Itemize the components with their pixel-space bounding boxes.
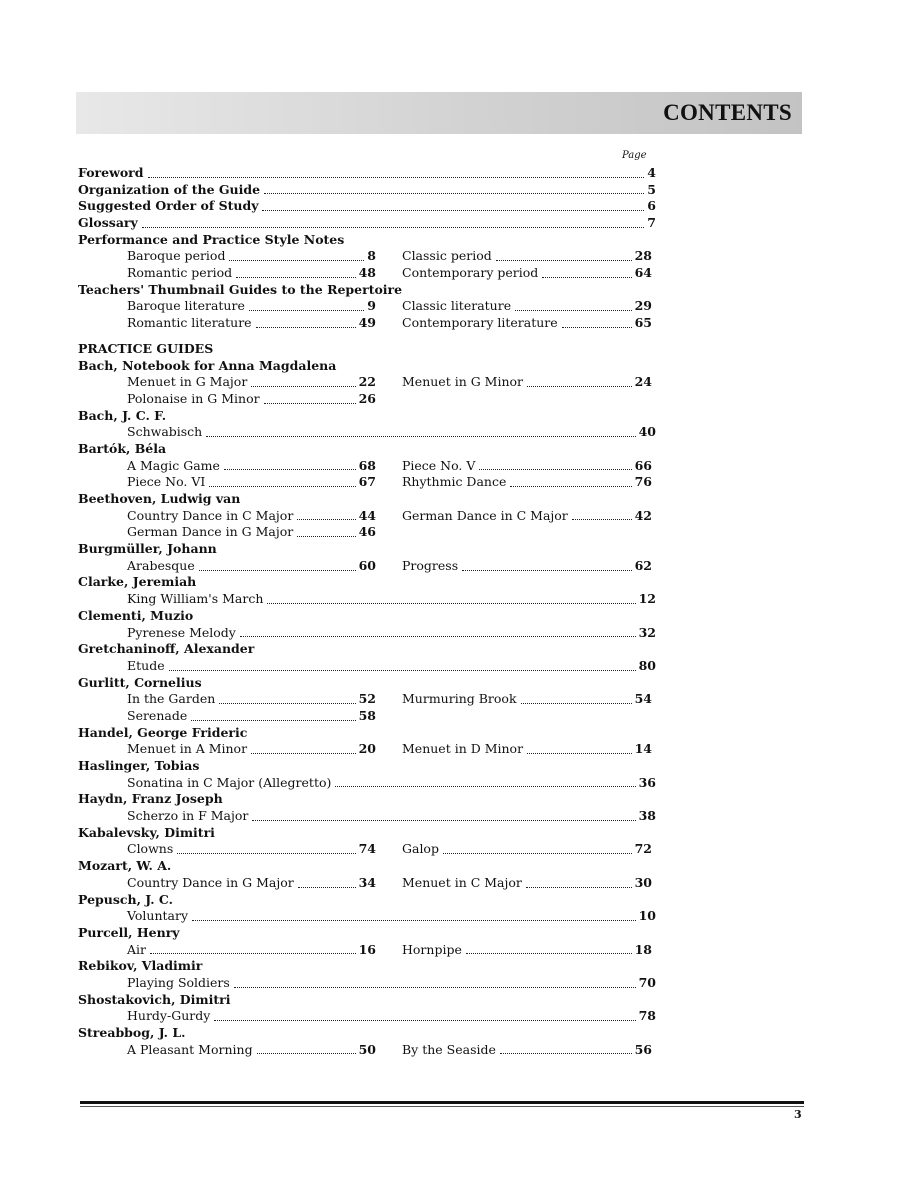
toc-row <box>78 775 656 792</box>
entry-title: Voluntary <box>127 908 189 924</box>
dot-leader <box>527 753 632 754</box>
entry-page-number: 16 <box>358 941 376 957</box>
toc-row <box>78 1008 656 1025</box>
dot-leader <box>191 720 355 721</box>
toc-row <box>78 858 656 875</box>
toc-entry-left <box>78 741 376 758</box>
entry-page-number: 32 <box>638 624 656 640</box>
dot-leader <box>335 786 635 787</box>
toc-entry-right <box>402 458 652 475</box>
entry-title: Suggested Order of Study <box>78 198 259 214</box>
toc-row <box>78 524 656 541</box>
entry-title: Progress <box>402 557 459 573</box>
entry-page-number: 74 <box>358 841 376 857</box>
toc-row <box>78 875 656 892</box>
toc-row <box>78 391 656 408</box>
dot-leader <box>515 310 631 311</box>
entry-page-number: 40 <box>638 424 656 440</box>
entry-title: Baroque literature <box>127 298 245 314</box>
entry-page-number: 80 <box>638 657 656 673</box>
toc-entry-front-matter <box>78 165 656 182</box>
toc-entry-right <box>402 942 652 959</box>
page-number: 3 <box>794 1108 802 1121</box>
dot-leader <box>297 536 355 537</box>
entry-page-number: 78 <box>638 1008 656 1024</box>
toc-row <box>78 691 656 708</box>
entry-page-number: 18 <box>634 941 652 957</box>
toc-row <box>78 641 656 658</box>
composer-name: Kabalevsky, Dimitri <box>78 824 215 840</box>
toc-row <box>78 808 656 825</box>
entry-title: Murmuring Brook <box>402 691 517 707</box>
toc-entry-left <box>78 875 376 892</box>
toc-row <box>78 842 656 859</box>
composer-name: Purcell, Henry <box>78 924 180 940</box>
dot-leader <box>500 1053 632 1054</box>
toc-entry-left <box>78 942 376 959</box>
toc-row <box>78 182 656 199</box>
entry-page-number: 12 <box>638 591 656 607</box>
toc-row <box>78 942 656 959</box>
entry-title: Foreword <box>78 164 144 180</box>
entry-title: Serenade <box>127 707 188 723</box>
dot-leader <box>234 987 636 988</box>
entry-page-number: 65 <box>634 315 652 331</box>
entry-page-number: 48 <box>358 265 376 281</box>
section-heading: Performance and Practice Style Notes <box>78 231 345 247</box>
dot-leader <box>562 327 632 328</box>
toc-entry-full <box>78 908 656 925</box>
dot-leader <box>267 603 635 604</box>
dot-leader <box>236 277 355 278</box>
toc-row <box>78 441 656 458</box>
toc-row <box>78 165 656 182</box>
toc-entry-right <box>402 875 652 892</box>
dot-leader <box>256 327 356 328</box>
dot-leader <box>150 953 356 954</box>
toc-entry-left <box>78 474 376 491</box>
toc-entry-right <box>402 508 652 525</box>
dot-leader <box>527 386 632 387</box>
toc-row <box>78 925 656 942</box>
entry-title: Piece No. V <box>402 457 476 473</box>
toc-row <box>78 408 656 425</box>
toc-row <box>78 575 656 592</box>
entry-page-number: 8 <box>367 248 376 264</box>
entry-title: Clowns <box>127 841 174 857</box>
toc-row <box>78 315 656 332</box>
dot-leader <box>264 193 644 194</box>
toc-row <box>78 541 656 558</box>
toc-row <box>78 558 656 575</box>
toc-entry-left <box>78 841 376 858</box>
dot-leader <box>199 570 356 571</box>
toc-entry-right <box>402 841 652 858</box>
toc-row <box>78 608 656 625</box>
toc-entry-right <box>402 1042 652 1059</box>
entry-title: Contemporary period <box>402 265 539 281</box>
dot-leader <box>214 1020 635 1021</box>
toc-entry-full <box>78 808 656 825</box>
toc-row <box>78 675 656 692</box>
dot-leader <box>572 519 632 520</box>
entry-title: Air <box>127 941 147 957</box>
entry-title: Scherzo in F Major <box>127 808 249 824</box>
composer-name: Bartók, Béla <box>78 440 167 456</box>
entry-title: Menuet in G Minor <box>402 374 524 390</box>
composer-name: Gretchaninoff, Alexander <box>78 641 255 657</box>
entry-title: By the Seaside <box>402 1041 496 1057</box>
toc-entry-right <box>402 298 652 315</box>
toc-row <box>78 282 656 299</box>
dot-leader <box>148 177 645 178</box>
composer-name: Shostakovich, Dimitri <box>78 991 231 1007</box>
entry-title: German Dance in G Major <box>127 524 294 540</box>
dot-leader <box>443 853 632 854</box>
composer-name: Burgmüller, Johann <box>78 541 217 557</box>
composer-name: Rebikov, Vladimir <box>78 958 203 974</box>
toc-row <box>78 358 656 375</box>
entry-title: Rhythmic Dance <box>402 474 507 490</box>
toc-row <box>78 248 656 265</box>
dot-leader <box>219 703 355 704</box>
entry-page-number: 28 <box>634 248 652 264</box>
toc-row <box>78 265 656 282</box>
entry-title: Schwabisch <box>127 424 203 440</box>
toc-row <box>78 908 656 925</box>
toc-row <box>78 958 656 975</box>
entry-title: Menuet in D Minor <box>402 741 524 757</box>
composer-name: Haydn, Franz Joseph <box>78 791 223 807</box>
entry-page-number: 44 <box>358 507 376 523</box>
entry-title: Romantic literature <box>127 315 252 331</box>
toc-row <box>78 1042 656 1059</box>
toc-entry-full <box>78 658 656 675</box>
entry-title: Country Dance in G Major <box>127 874 294 890</box>
composer-name: Bach, Notebook for Anna Magdalena <box>78 357 337 373</box>
entry-title: Etude <box>127 657 165 673</box>
entry-page-number: 56 <box>634 1041 652 1057</box>
entry-page-number: 9 <box>367 298 376 314</box>
dot-leader <box>249 310 364 311</box>
toc-entry-left <box>78 524 376 541</box>
entry-title: A Pleasant Morning <box>127 1041 253 1057</box>
toc-row <box>78 658 656 675</box>
contents-banner <box>76 92 802 134</box>
composer-name: Clementi, Muzio <box>78 607 194 623</box>
entry-page-number: 38 <box>638 808 656 824</box>
entry-title: Sonatina in C Major (Allegretto) <box>127 774 332 790</box>
entry-page-number: 70 <box>638 974 656 990</box>
toc-row <box>78 299 656 316</box>
toc-entry-right <box>402 691 652 708</box>
entry-page-number: 64 <box>634 265 652 281</box>
toc-entry-left <box>78 298 376 315</box>
toc-row <box>78 491 656 508</box>
entry-title: A Magic Game <box>127 457 220 473</box>
dot-leader <box>252 820 635 821</box>
entry-title: Hornpipe <box>402 941 462 957</box>
toc-entry-left <box>78 1042 376 1059</box>
entry-page-number: 54 <box>634 691 652 707</box>
entry-title: Organization of the Guide <box>78 181 261 197</box>
entry-title: Galop <box>402 841 439 857</box>
toc-entry-right <box>402 315 652 332</box>
entry-page-number: 68 <box>358 457 376 473</box>
section-gap <box>78 332 656 341</box>
dot-leader <box>240 636 636 637</box>
entry-page-number: 24 <box>634 374 652 390</box>
composer-name: Gurlitt, Cornelius <box>78 674 202 690</box>
toc-entry-full <box>78 975 656 992</box>
entry-page-number: 10 <box>638 908 656 924</box>
toc-entry-right <box>402 474 652 491</box>
toc-row <box>78 708 656 725</box>
toc-row <box>78 458 656 475</box>
entry-title: German Dance in C Major <box>402 507 568 523</box>
dot-leader <box>479 469 631 470</box>
toc-row <box>78 825 656 842</box>
entry-page-number: 34 <box>358 874 376 890</box>
dot-leader <box>177 853 355 854</box>
toc-row <box>78 232 656 249</box>
toc-row <box>78 474 656 491</box>
toc-entry-left <box>78 508 376 525</box>
toc-row <box>78 215 656 232</box>
dot-leader <box>251 386 355 387</box>
toc-row <box>78 892 656 909</box>
toc-row <box>78 1025 656 1042</box>
table-of-contents <box>78 165 656 1058</box>
entry-title: Contemporary literature <box>402 315 558 331</box>
toc-entry-full <box>78 1008 656 1025</box>
entry-page-number: 62 <box>634 557 652 573</box>
toc-row <box>78 975 656 992</box>
entry-page-number: 4 <box>647 164 656 180</box>
toc-row <box>78 341 656 358</box>
entry-page-number: 50 <box>358 1041 376 1057</box>
toc-entry-right <box>402 741 652 758</box>
dot-leader <box>192 920 636 921</box>
dot-leader <box>224 469 356 470</box>
entry-page-number: 67 <box>358 474 376 490</box>
toc-entry-full <box>78 625 656 642</box>
toc-entry-right <box>402 265 652 282</box>
dot-leader <box>496 260 632 261</box>
entry-page-number: 7 <box>647 215 656 231</box>
entry-page-number: 6 <box>647 198 656 214</box>
dot-leader <box>262 210 644 211</box>
toc-row <box>78 508 656 525</box>
entry-page-number: 36 <box>638 774 656 790</box>
entry-title: King William's March <box>127 591 264 607</box>
entry-page-number: 66 <box>634 457 652 473</box>
toc-entry-left <box>78 558 376 575</box>
entry-page-number: 14 <box>634 741 652 757</box>
entry-page-number: 60 <box>358 557 376 573</box>
toc-row <box>78 725 656 742</box>
entry-page-number: 52 <box>358 691 376 707</box>
toc-row <box>78 741 656 758</box>
entry-title: In the Garden <box>127 691 216 707</box>
toc-entry-full <box>78 424 656 441</box>
dot-leader <box>229 260 364 261</box>
dot-leader <box>169 670 636 671</box>
toc-entry-front-matter <box>78 215 656 232</box>
entry-page-number: 46 <box>358 524 376 540</box>
toc-row <box>78 758 656 775</box>
section-heading: Teachers' Thumbnail Guides to the Repertoire <box>78 281 403 297</box>
entry-title: Arabesque <box>127 557 195 573</box>
dot-leader <box>209 486 355 487</box>
toc-entry-left <box>78 691 376 708</box>
toc-row <box>78 791 656 808</box>
dot-leader <box>297 519 355 520</box>
entry-page-number: 30 <box>634 874 652 890</box>
entry-title: Country Dance in C Major <box>127 507 294 523</box>
dot-leader <box>264 403 356 404</box>
entry-title: Menuet in C Major <box>402 874 522 890</box>
dot-leader <box>462 570 631 571</box>
dot-leader <box>526 887 632 888</box>
page-title: CONTENTS <box>663 100 792 125</box>
toc-entry-left <box>78 248 376 265</box>
toc-entry-left <box>78 315 376 332</box>
footer-rule-thin <box>80 1106 804 1107</box>
toc-row <box>78 198 656 215</box>
dot-leader <box>298 887 356 888</box>
composer-name: Beethoven, Ludwig van <box>78 491 241 507</box>
toc-row <box>78 591 656 608</box>
entry-page-number: 42 <box>634 507 652 523</box>
dot-leader <box>142 227 645 228</box>
entry-title: Baroque period <box>127 248 226 264</box>
toc-entry-front-matter <box>78 182 656 199</box>
toc-row <box>78 992 656 1009</box>
entry-page-number: 49 <box>358 315 376 331</box>
entry-page-number: 58 <box>358 707 376 723</box>
toc-entry-right <box>402 374 652 391</box>
entry-page-number: 72 <box>634 841 652 857</box>
entry-page-number: 26 <box>358 390 376 406</box>
entry-page-number: 22 <box>358 374 376 390</box>
entry-title: Menuet in A Minor <box>127 741 248 757</box>
entry-title: Piece No. VI <box>127 474 206 490</box>
toc-entry-left <box>78 374 376 391</box>
toc-row <box>78 625 656 642</box>
dot-leader <box>542 277 631 278</box>
toc-entry-full <box>78 775 656 792</box>
toc-entry-full <box>78 591 656 608</box>
composer-name: Streabbog, J. L. <box>78 1025 186 1041</box>
entry-title: Pyrenese Melody <box>127 624 236 640</box>
page-column-header: Page <box>622 150 647 161</box>
composer-name: Clarke, Jeremiah <box>78 574 197 590</box>
footer-rule <box>80 1101 804 1104</box>
toc-row <box>78 424 656 441</box>
entry-title: Menuet in G Major <box>127 374 248 390</box>
entry-title: Classic period <box>402 248 492 264</box>
entry-page-number: 5 <box>647 181 656 197</box>
composer-name: Handel, George Frideric <box>78 724 248 740</box>
composer-name: Haslinger, Tobias <box>78 758 200 774</box>
toc-entry-left <box>78 708 376 725</box>
composer-name: Pepusch, J. C. <box>78 891 174 907</box>
toc-entry-right <box>402 248 652 265</box>
dot-leader <box>510 486 631 487</box>
entry-title: Classic literature <box>402 298 512 314</box>
dot-leader <box>466 953 632 954</box>
dot-leader <box>257 1053 356 1054</box>
entry-title: Glossary <box>78 215 138 231</box>
entry-title: Playing Soldiers <box>127 974 230 990</box>
composer-name: Bach, J. C. F. <box>78 407 167 423</box>
toc-row <box>78 374 656 391</box>
entry-page-number: 29 <box>634 298 652 314</box>
toc-entry-left <box>78 265 376 282</box>
toc-entry-left <box>78 391 376 408</box>
section-heading: PRACTICE GUIDES <box>78 340 214 356</box>
entry-title: Polonaise in G Minor <box>127 390 260 406</box>
composer-name: Mozart, W. A. <box>78 858 172 874</box>
toc-entry-left <box>78 458 376 475</box>
dot-leader <box>206 436 635 437</box>
toc-entry-right <box>402 558 652 575</box>
dot-leader <box>521 703 632 704</box>
entry-title: Romantic period <box>127 265 233 281</box>
dot-leader <box>251 753 356 754</box>
toc-entry-front-matter <box>78 198 656 215</box>
entry-title: Hurdy-Gurdy <box>127 1008 211 1024</box>
entry-page-number: 76 <box>634 474 652 490</box>
entry-page-number: 20 <box>358 741 376 757</box>
